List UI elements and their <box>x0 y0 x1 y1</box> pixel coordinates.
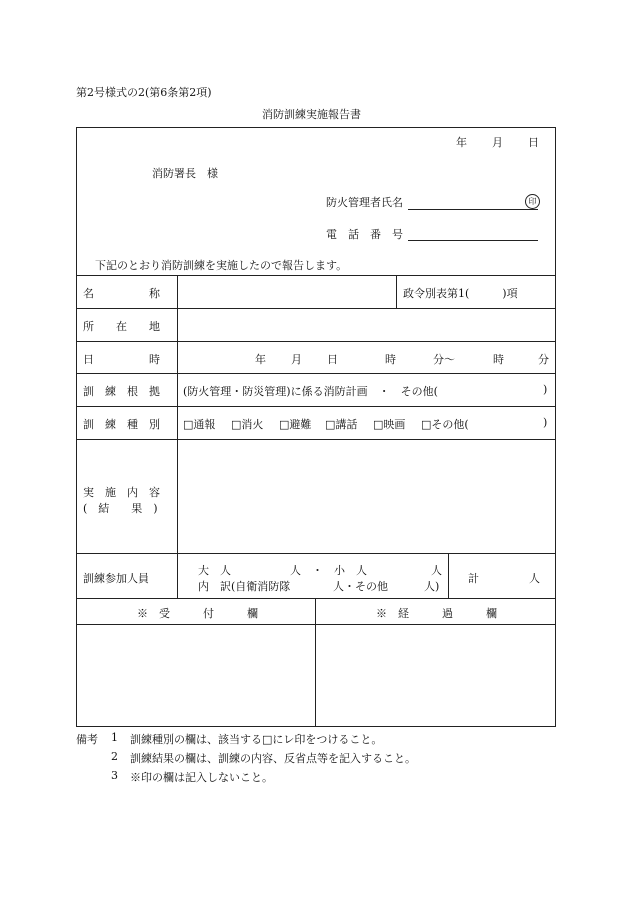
participants-label: 訓練参加人員 <box>83 572 149 585</box>
participants-other-unit: 人) <box>424 580 440 593</box>
rule-type-row <box>76 439 556 440</box>
rule-label-column <box>177 275 178 598</box>
rule-office-header <box>76 624 556 625</box>
participants-adult-unit: 人 ・ 小 人 <box>290 564 367 577</box>
note-number-2: 2 <box>111 750 118 763</box>
type-option-evacuation[interactable]: □避難 <box>279 418 312 431</box>
rule-participants-row <box>76 598 556 599</box>
datetime-day: 日 <box>327 353 338 366</box>
date-month-label: 月 <box>492 136 503 149</box>
note-text-2: 訓練結果の欄は、訓練の内容、反省点等を記入すること。 <box>130 752 416 765</box>
intro-text: 下記のとおり消防訓練を実施したので報告します。 <box>95 259 348 272</box>
note-number-3: 3 <box>111 769 118 782</box>
datetime-minute-start: 分〜 <box>433 353 455 366</box>
type-option-lecture[interactable]: □講話 <box>325 418 358 431</box>
datetime-month: 月 <box>291 353 302 366</box>
participants-breakdown-label: 内 訳(自衛消防隊 <box>198 580 291 593</box>
rule-name-row <box>76 308 556 309</box>
participants-adult-label: 大 人 <box>198 564 231 577</box>
datetime-year: 年 <box>255 353 266 366</box>
seal-icon: 印 <box>525 194 540 209</box>
type-label: 訓 練 種 別 <box>83 418 160 431</box>
notes-label: 備考 <box>76 733 98 746</box>
type-option-movie[interactable]: □映画 <box>373 418 406 431</box>
form-number: 第2号様式の2(第6条第2項) <box>76 86 212 99</box>
rule-ordinance-divider <box>396 275 397 308</box>
date-day-label: 日 <box>528 136 539 149</box>
note-number-1: 1 <box>111 731 118 744</box>
manager-name-line[interactable] <box>408 209 538 210</box>
participants-total-unit: 人 <box>529 572 540 585</box>
page-title: 消防訓練実施報告書 <box>262 108 361 121</box>
datetime-label: 日 時 <box>83 353 160 366</box>
type-option-other[interactable]: □その他( <box>421 418 469 431</box>
ordinance-item[interactable]: 政令別表第1( )項 <box>403 287 518 300</box>
datetime-hour-start: 時 <box>385 353 396 366</box>
basis-text[interactable]: (防火管理・防災管理)に係る消防計画 ・ その他( <box>183 385 438 398</box>
addressee: 消防署長 様 <box>152 167 218 180</box>
rule-total-divider <box>448 553 449 598</box>
phone-label: 電 話 番 号 <box>326 228 403 241</box>
datetime-minute-end: 分 <box>538 353 549 366</box>
basis-label: 訓 練 根 拠 <box>83 385 160 398</box>
note-text-3: ※印の欄は記入しないこと。 <box>130 771 273 784</box>
rule-location-row <box>76 341 556 342</box>
content-field[interactable] <box>180 441 554 551</box>
type-option-report[interactable]: □通報 <box>183 418 216 431</box>
rule-content-row <box>76 553 556 554</box>
progress-field <box>317 626 555 726</box>
rule-datetime-row <box>76 373 556 374</box>
participants-total-label: 計 <box>468 572 479 585</box>
datetime-hour-end: 時 <box>493 353 504 366</box>
content-label-line2: ( 結 果 ) <box>83 502 158 515</box>
name-field[interactable] <box>180 277 394 307</box>
participants-child-unit: 人 <box>431 564 442 577</box>
reception-field <box>78 626 314 726</box>
location-label: 所 在 地 <box>83 320 160 333</box>
type-option-extinguish[interactable]: □消火 <box>231 418 264 431</box>
date-year-label: 年 <box>456 136 467 149</box>
type-close: ) <box>543 416 548 429</box>
participants-breakdown-unit: 人・その他 <box>333 580 388 593</box>
rule-top-block <box>76 275 556 276</box>
basis-close: ) <box>543 383 548 396</box>
rule-office-divider <box>315 598 316 727</box>
location-field[interactable] <box>180 310 554 340</box>
note-text-1: 訓練種別の欄は、該当する□にレ印をつけること。 <box>130 733 383 746</box>
name-label: 名 称 <box>83 287 160 300</box>
content-label-line1: 実 施 内 容 <box>83 486 160 499</box>
rule-basis-row <box>76 406 556 407</box>
phone-line[interactable] <box>408 240 538 241</box>
progress-column-header: ※ 経 過 欄 <box>376 607 497 620</box>
reception-column-header: ※ 受 付 欄 <box>137 607 258 620</box>
manager-name-label: 防火管理者氏名 <box>326 196 403 209</box>
